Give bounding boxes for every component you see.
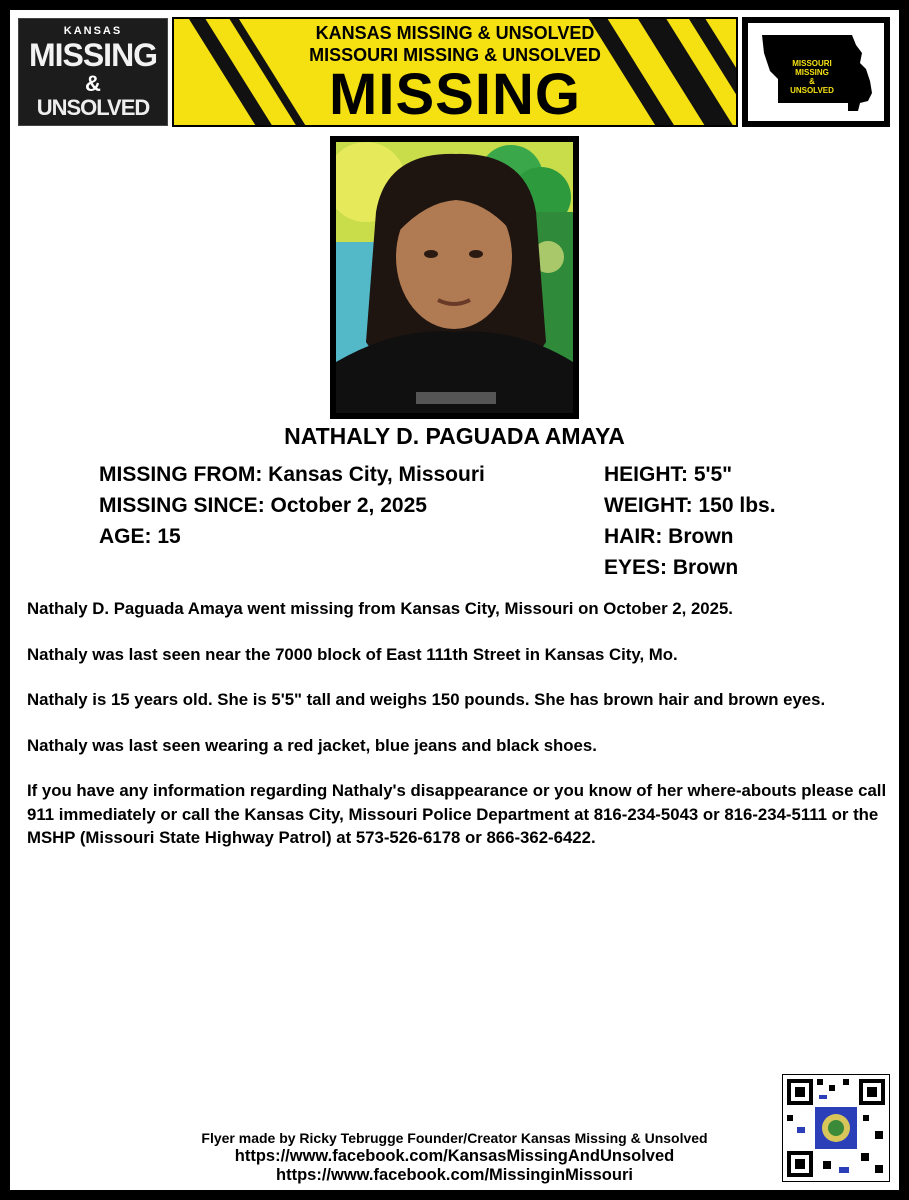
missouri-missing-unsolved-logo — [742, 17, 890, 127]
facebook-link-missouri[interactable]: https://www.facebook.com/MissinginMissouri — [276, 1166, 633, 1184]
weight: WEIGHT: 150 lbs. — [604, 494, 776, 517]
kansas-missing-unsolved-logo — [18, 18, 168, 126]
missing-from: MISSING FROM: Kansas City, Missouri — [99, 463, 485, 486]
logo-right-line2: MISSING — [795, 68, 829, 77]
facebook-link-kansas[interactable]: https://www.facebook.com/KansasMissingAndUnsolved — [234, 1147, 675, 1165]
hair: HAIR: Brown — [604, 525, 734, 548]
footer — [10, 1129, 899, 1185]
age: AGE: 15 — [99, 525, 181, 548]
banner-line1: KANSAS MISSING & UNSOLVED — [315, 23, 595, 43]
flyer-credit: Flyer made by Ricky Tebrugge Founder/Creator Kansas Missing & Unsolved — [201, 1130, 708, 1146]
eyes: EYES: Brown — [604, 556, 739, 579]
missing-person-photo — [330, 136, 579, 419]
description-paragraph: Nathaly D. Paguada Amaya went missing from Kansas City, Missouri on October 2, 2025. — [27, 599, 733, 618]
logo-right-line1: MISSOURI — [792, 59, 832, 68]
logo-left-line3: & — [85, 71, 101, 96]
logo-right-line3: & — [809, 77, 815, 86]
portrait-illustration — [336, 142, 573, 413]
logo-right-line4: UNSOLVED — [790, 86, 834, 95]
banner-title: MISSING — [329, 62, 581, 127]
person-name: NATHALY D. PAGUADA AMAYA — [284, 423, 625, 449]
banner-line2: MISSOURI MISSING & UNSOLVED — [309, 45, 601, 65]
logo-left-line1: KANSAS — [63, 25, 123, 37]
logo-right-inner — [748, 23, 884, 121]
description-paragraph: Nathaly is 15 years old. She is 5'5" tall and weighs 150 pounds. She has brown hair and brown eyes. — [27, 690, 826, 709]
logo-left-line2: MISSING — [28, 37, 158, 73]
logo-left-line4: UNSOLVED — [36, 95, 150, 120]
photo-image — [336, 142, 573, 413]
missing-banner — [172, 17, 738, 127]
description — [27, 597, 887, 872]
logo-right-text — [778, 59, 846, 95]
description-paragraph: Nathaly was last seen wearing a red jacket, blue jeans and black shoes. — [27, 735, 597, 755]
height: HEIGHT: 5'5" — [604, 463, 733, 486]
flyer-page — [10, 10, 899, 1190]
description-paragraph: If you have any information regarding Nathaly's disappearance or you know of her where-abouts please call 911 immediately or call the Kansas City, Missouri Police Department at 816-234-5043 or 816-234-5111 or the MSHP (Missouri State Highway Patrol) at 573-526-6178 or 866-362-6422. — [27, 781, 887, 847]
description-paragraph: Nathaly was last seen near the 7000 block of East 111th Street in Kansas City, Mo. — [27, 644, 678, 664]
missing-since: MISSING SINCE: October 2, 2025 — [99, 494, 427, 517]
